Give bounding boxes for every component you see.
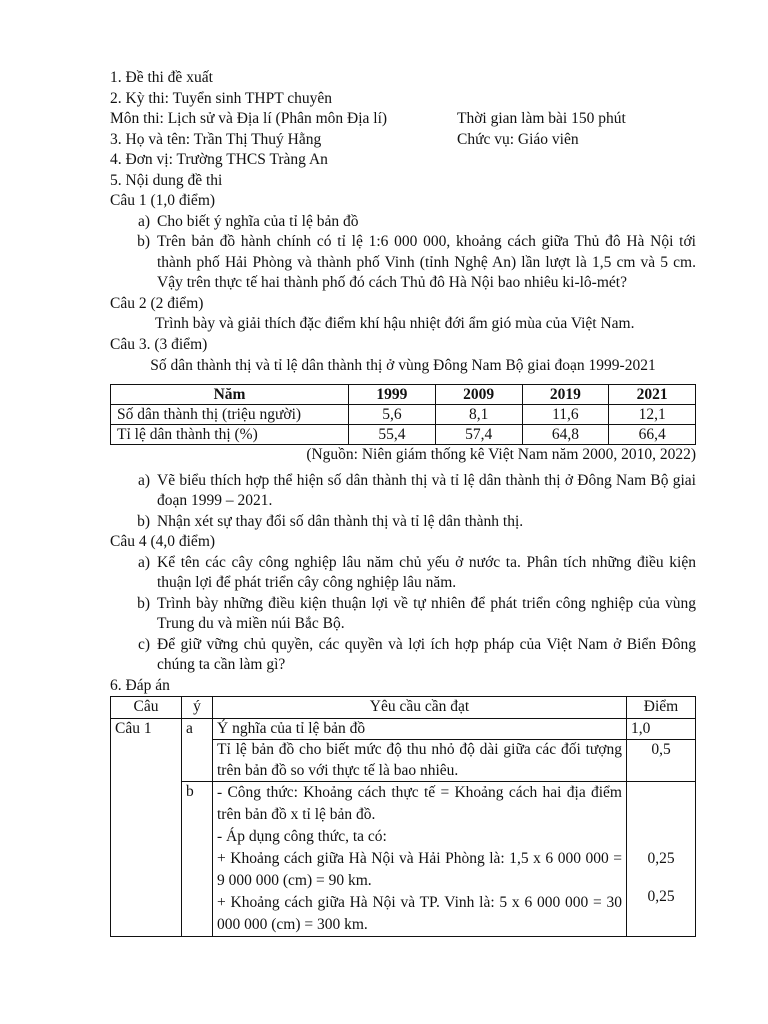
answer-header-row [111,697,696,719]
answer-header-cell: Câu [111,697,182,719]
table-header-cell: Năm [111,384,349,404]
header-proposal: 1. Đề thi đề xuất [110,69,213,86]
q4-item-c [110,635,696,676]
q3-data-table [110,384,696,445]
table-cell: 64,8 [522,424,609,444]
q1-item-a [110,212,696,233]
answers-title: 6. Đáp án [110,676,170,694]
answer-requirement-b [213,782,627,937]
header-author-row [110,130,696,151]
answer-points-b [627,782,696,937]
table-row-label: Số dân thành thị (triệu người) [111,404,349,424]
q2-title: Câu 2 (2 điểm) [110,294,204,312]
header-content: 5. Nội dung đề thi [110,171,223,189]
table-cell: 11,6 [522,404,609,424]
answer-points: 0,25 [647,888,675,905]
q3-item-a [110,471,696,512]
q3-title: Câu 3. (3 điểm) [110,335,208,353]
table-cell: 57,4 [435,424,522,444]
q3-a-text: Vẽ biểu thích hợp thể hiện số dân thành thị và tỉ lệ dân thành thị ở Đông Nam Bộ giai đoạn 1999 – 2021. [157,471,696,509]
q4-b-label: b) [137,594,150,612]
header-duration: Thời gian làm bài 150 phút [457,110,626,127]
header-unit: 4. Đơn vị: Trường THCS Tràng An [110,151,328,168]
table-cell: 8,1 [435,404,522,424]
answer-points: 0,25 [647,850,675,867]
q3-table-caption: Số dân thành thị và tỉ lệ dân thành thị ở vùng Đông Nam Bộ giai đoạn 1999-2021 [150,357,656,374]
answer-requirement: Ý nghĩa của tỉ lệ bản đồ [213,718,627,740]
answer-part-cell: b [182,782,213,937]
q4-item-a [110,553,696,594]
q3-item-b [110,512,696,533]
q4-item-b [110,594,696,635]
q4-c-label: c) [137,635,150,653]
answer-table [110,696,696,937]
table-cell: 55,4 [349,424,436,444]
table-row-label: Tỉ lệ dân thành thị (%) [111,424,349,444]
header-exam: 2. Kỳ thi: Tuyển sinh THPT chuyên [110,89,333,107]
q1-b-text: Trên bản đồ hành chính có tỉ lệ 1:6 000 000, khoảng cách giữa Thủ đô Hà Nội tới thành phố Hải Phòng và thành phố Vinh (tỉnh Nghệ An) lần lượt là 1,5 cm và 5 cm. Vậy trên thực tế hai thành phố đó cách Thủ đô Hà Nội bao nhiêu ki-lô-mét? [157,233,696,291]
q4-a-label: a) [137,553,150,571]
header-position: Chức vụ: Giáo viên [457,130,579,148]
header-subject: Môn thi: Lịch sử và Địa lí (Phân môn Địa lí) [110,110,388,127]
table-cell: 66,4 [609,424,696,444]
answer-b-haiphong: + Khoảng cách giữa Hà Nội và Hải Phòng là: 1,5 x 6 000 000 = 9 000 000 (cm) = 90 km. [217,850,622,889]
q4-b-text: Trình bày những điều kiện thuận lợi về tự nhiên để phát triển công nghiệp của vùng Trung du và miền núi Bắc Bộ. [157,594,696,632]
table-header-cell: 2019 [522,384,609,404]
answer-points: 1,0 [627,718,696,740]
table-cell: 12,1 [609,404,696,424]
q1-b-label: b) [137,233,150,250]
q3-b-label: b) [137,512,150,530]
q1-a-text: Cho biết ý nghĩa của tỉ lệ bản đồ [157,212,359,230]
q1-item-b [110,232,696,294]
table-row [111,424,696,444]
q2-text: Trình bày và giải thích đặc điểm khí hậu nhiệt đới ẩm gió mùa của Việt Nam. [155,315,635,332]
table-header-cell: 1999 [349,384,436,404]
answer-points: 0,5 [627,740,696,782]
table-header-row [111,384,696,404]
q1-title: Câu 1 (1,0 điểm) [110,192,216,209]
answer-part-cell: a [182,718,213,782]
answer-b-apply: - Áp dụng công thức, ta có: [217,828,387,845]
answer-requirement: Tỉ lệ bản đồ cho biết mức độ thu nhỏ độ dài giữa các đối tượng trên bản đồ so với thực tế là bao nhiêu. [213,740,627,782]
q1-a-label: a) [137,212,150,230]
table-header-cell: 2021 [609,384,696,404]
header-subject-row [110,109,696,130]
table-row [111,404,696,424]
q3-a-label: a) [137,471,150,489]
header-author: 3. Họ và tên: Trần Thị Thuý Hằng [110,130,322,148]
q4-title: Câu 4 (4,0 điểm) [110,533,216,550]
q4-a-text: Kể tên các cây công nghiệp lâu năm chủ yếu ở nước ta. Phân tích những điều kiện thuận lợi để phát triển cây công nghiệp lâu năm. [157,553,696,591]
table-cell: 5,6 [349,404,436,424]
q4-c-text: Để giữ vững chủ quyền, các quyền và lợi ích hợp pháp của Việt Nam ở Biển Đông chúng ta cần làm gì? [157,635,696,673]
q3-table-source: (Nguồn: Niên giám thống kê Việt Nam năm 2000, 2010, 2022) [306,445,696,463]
table-header-cell: 2009 [435,384,522,404]
exam-document [110,68,696,937]
answer-header-cell: Yêu cầu cần đạt [213,697,627,719]
answer-header-cell: Điểm [627,697,696,719]
table-row [111,718,696,740]
q3-b-text: Nhận xét sự thay đổi số dân thành thị và tỉ lệ dân thành thị. [157,512,524,530]
answer-b-formula: - Công thức: Khoảng cách thực tế = Khoảng cách hai địa điểm trên bản đồ x tỉ lệ bản đồ. [217,784,622,823]
answer-question-cell: Câu 1 [111,718,182,937]
answer-b-vinh: + Khoảng cách giữa Hà Nội và TP. Vinh là: 5 x 6 000 000 = 30 000 000 (cm) = 300 km. [217,894,622,933]
table-row [111,782,696,937]
answer-header-cell: ý [182,697,213,719]
